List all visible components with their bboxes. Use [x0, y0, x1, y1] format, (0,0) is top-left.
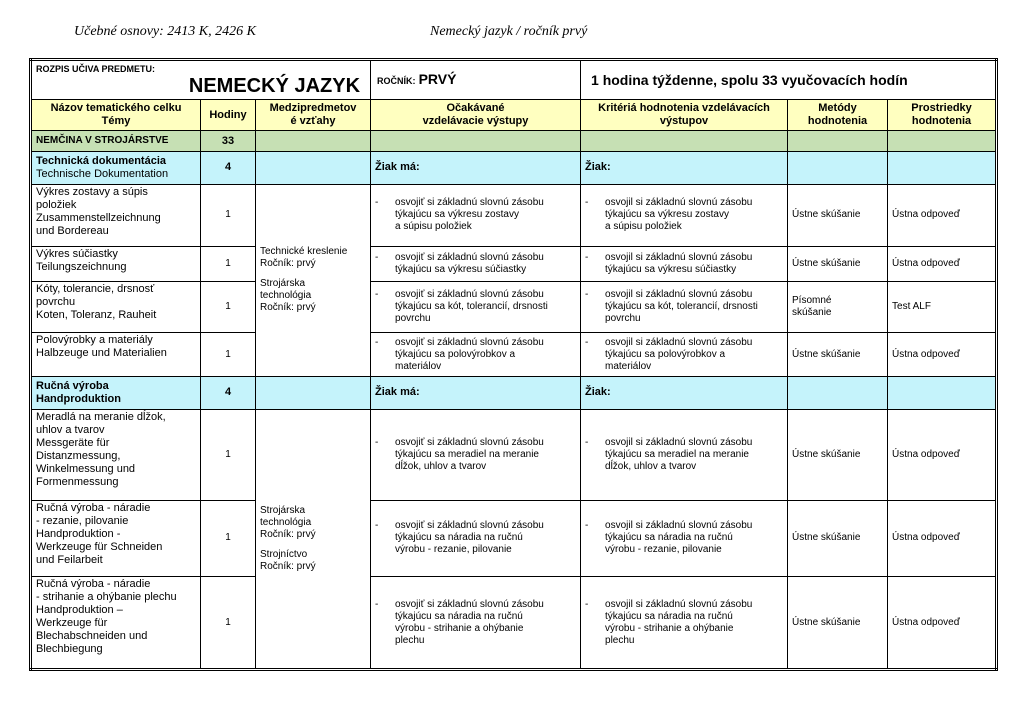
method-cell: Ústne skúšanie [788, 246, 888, 281]
outcome-cell [371, 333, 581, 376]
topic-hours: 1 [201, 577, 256, 670]
criteria-text: osvojil si základnú slovnú zásobu týkajúcu sa výkresu súčiastky [605, 251, 753, 275]
group-header-row [31, 376, 997, 409]
means-cell: Ústna odpoveď [888, 409, 997, 500]
col-header-hours: Hodiny [201, 100, 256, 131]
table-row [31, 246, 997, 281]
section-hours: 33 [201, 131, 256, 152]
group-title-cell [31, 376, 201, 409]
method-cell: Ústne skúšanie [788, 577, 888, 670]
section-title: NEMČINA V STROJÁRSTVE [31, 131, 201, 152]
rocnik-value: PRVÝ [418, 70, 457, 87]
relation-item: Technické kreslenie Ročník: prvý [260, 246, 348, 270]
table-row [31, 333, 997, 376]
document-header-left: Učebné osnovy: 2413 K, 2426 K [74, 24, 256, 39]
list-dash: - [585, 336, 589, 348]
topic-hours: 1 [201, 184, 256, 246]
criteria-cell [581, 577, 788, 670]
group-title: Technická dokumentácia [36, 154, 167, 167]
outcome-text: osvojiť si základnú slovnú zásobu týkajúcu sa výkresu súčiastky [395, 251, 544, 275]
group-subtitle: Handproduktion [36, 392, 121, 405]
outcome-text: osvojiť si základnú slovnú zásobu týkajúcu sa polovýrobkov a materiálov [395, 336, 544, 372]
outcome-cell [371, 500, 581, 576]
criteria-cell [581, 409, 788, 500]
outcome-text: osvojiť si základnú slovnú zásobu týkajúcu sa náradia na ručnú výrobu - rezanie, pilovanie [395, 520, 544, 556]
outcome-cell [371, 409, 581, 500]
group-title-cell [31, 151, 201, 184]
topic-hours: 1 [201, 333, 256, 376]
curriculum-table [29, 58, 998, 671]
section-row [31, 131, 997, 152]
means-cell: Ústna odpoveď [888, 500, 997, 576]
outcome-cell [371, 184, 581, 246]
outcome-cell [371, 281, 581, 333]
subject-label: ROZPIS UČIVA PREDMETU: [36, 64, 156, 74]
table-row [31, 577, 997, 670]
method-cell: Ústne skúšanie [788, 333, 888, 376]
criteria-text: osvojil si základnú slovnú zásobu týkajúcu sa meradiel na meranie dĺžok, uhlov a tvarov [605, 436, 753, 472]
group-ziak: Žiak: [581, 376, 788, 409]
rocnik-label: ROČNÍK: [377, 75, 416, 86]
outcome-text: osvojiť si základnú slovnú zásobu týkajúcu sa náradia na ručnú výrobu - strihanie a ohýbanie plechu [395, 598, 544, 646]
group-subtitle: Technische Dokumentation [36, 167, 169, 180]
list-dash: - [375, 520, 379, 532]
outcome-cell [371, 246, 581, 281]
col-header-outcomes: Očakávané vzdelávacie výstupy [371, 100, 581, 131]
col-header-criteria: Kritériá hodnotenia vzdelávacích výstupov [581, 100, 788, 131]
table-row [31, 500, 997, 576]
column-header-row [31, 100, 997, 131]
outcome-cell [371, 577, 581, 670]
criteria-text: osvojil si základnú slovnú zásobu týkajúcu sa náradia na ručnú výrobu - strihanie a ohýbanie plechu [605, 598, 753, 646]
table-row [31, 184, 997, 246]
group-hours: 4 [201, 151, 256, 184]
relations-cell [256, 409, 371, 669]
group-ziak-ma: Žiak má: [371, 151, 581, 184]
topic-cell: Výkres zostavy a súpis položiek Zusammenstellzeichnung und Bordereau [31, 184, 201, 246]
topic-cell: Ručná výroba - náradie - strihanie a ohýbanie plechu Handproduktion – Werkzeuge für Blechabschneiden und Blechbiegung [31, 577, 201, 670]
list-dash: - [585, 520, 589, 532]
means-cell: Ústna odpoveď [888, 577, 997, 670]
criteria-cell [581, 246, 788, 281]
topic-hours: 1 [201, 246, 256, 281]
topic-cell: Meradlá na meranie dĺžok, uhlov a tvarov Messgeräte für Distanzmessung, Winkelmessung und Formenmessung [31, 409, 201, 500]
col-header-topic: Názov tematického celku Témy [31, 100, 201, 131]
list-dash: - [585, 289, 589, 301]
topic-cell: Ručná výroba - náradie - rezanie, pilovanie Handproduktion - Werkzeuge für Schneiden und Feilarbeit [31, 500, 201, 576]
col-header-relations: Medzipredmetov é vzťahy [256, 100, 371, 131]
criteria-text: osvojil si základnú slovnú zásobu týkajúcu sa náradia na ručnú výrobu - rezanie, pilovanie [605, 520, 753, 556]
table-row [31, 409, 997, 500]
group-hours: 4 [201, 376, 256, 409]
list-dash: - [585, 197, 589, 209]
topic-cell: Polovýrobky a materiály Halbzeuge und Materialien [31, 333, 201, 376]
method-cell: Ústne skúšanie [788, 500, 888, 576]
means-cell: Ústna odpoveď [888, 184, 997, 246]
list-dash: - [375, 251, 379, 263]
table-row [31, 281, 997, 333]
topic-hours: 1 [201, 409, 256, 500]
list-dash: - [375, 289, 379, 301]
relation-item: Strojárska technológia Ročník: prvý [260, 278, 316, 314]
list-dash: - [585, 598, 589, 610]
criteria-cell [581, 500, 788, 576]
outcome-text: osvojiť si základnú slovnú zásobu týkajúcu sa výkresu zostavy a súpisu položiek [395, 197, 544, 233]
method-cell: Ústne skúšanie [788, 184, 888, 246]
list-dash: - [375, 436, 379, 448]
group-title: Ručná výroba [36, 379, 109, 392]
list-dash: - [585, 251, 589, 263]
relation-item: Strojníctvo Ročník: prvý [260, 548, 316, 572]
outcome-text: osvojiť si základnú slovnú zásobu týkajúcu sa kót, tolerancií, drsnosti povrchu [395, 289, 548, 325]
topic-cell: Výkres súčiastky Teilungszeichnung [31, 246, 201, 281]
criteria-cell [581, 281, 788, 333]
relation-item: Strojárska technológia Ročník: prvý [260, 504, 316, 540]
list-dash: - [375, 197, 379, 209]
subject-name: NEMECKÝ JAZYK [188, 75, 361, 97]
list-dash: - [375, 598, 379, 610]
criteria-text: osvojil si základnú slovnú zásobu týkajúcu sa kót, tolerancií, drsnosti povrchu [605, 289, 758, 325]
criteria-cell [581, 333, 788, 376]
criteria-text: osvojil si základnú slovnú zásobu týkajúcu sa polovýrobkov a materiálov [605, 336, 753, 372]
group-ziak: Žiak: [581, 151, 788, 184]
means-cell: Test ALF [888, 281, 997, 333]
document-header-right: Nemecký jazyk / ročník prvý [430, 24, 588, 39]
means-cell: Ústna odpoveď [888, 333, 997, 376]
col-header-means: Prostriedky hodnotenia [888, 100, 997, 131]
list-dash: - [585, 436, 589, 448]
method-cell: Písomné skúšanie [788, 281, 888, 333]
means-cell: Ústna odpoveď [888, 246, 997, 281]
group-ziak-ma: Žiak má: [371, 376, 581, 409]
list-dash: - [375, 336, 379, 348]
outcome-text: osvojiť si základnú slovnú zásobu týkajúcu sa meradiel na meranie dĺžok, uhlov a tvarov [395, 436, 544, 472]
criteria-text: osvojil si základnú slovnú zásobu týkajúcu sa výkresu zostavy a súpisu položiek [605, 197, 753, 233]
topic-hours: 1 [201, 500, 256, 576]
criteria-cell [581, 184, 788, 246]
group-header-row [31, 151, 997, 184]
weekly-hours: 1 hodina týždenne, spolu 33 vyučovacích hodín [581, 60, 997, 100]
topic-cell: Kóty, tolerancie, drsnosť povrchu Koten, Toleranz, Rauheit [31, 281, 201, 333]
topic-hours: 1 [201, 281, 256, 333]
relations-cell [256, 184, 371, 376]
subject-row [31, 60, 997, 100]
col-header-methods: Metódy hodnotenia [788, 100, 888, 131]
method-cell: Ústne skúšanie [788, 409, 888, 500]
